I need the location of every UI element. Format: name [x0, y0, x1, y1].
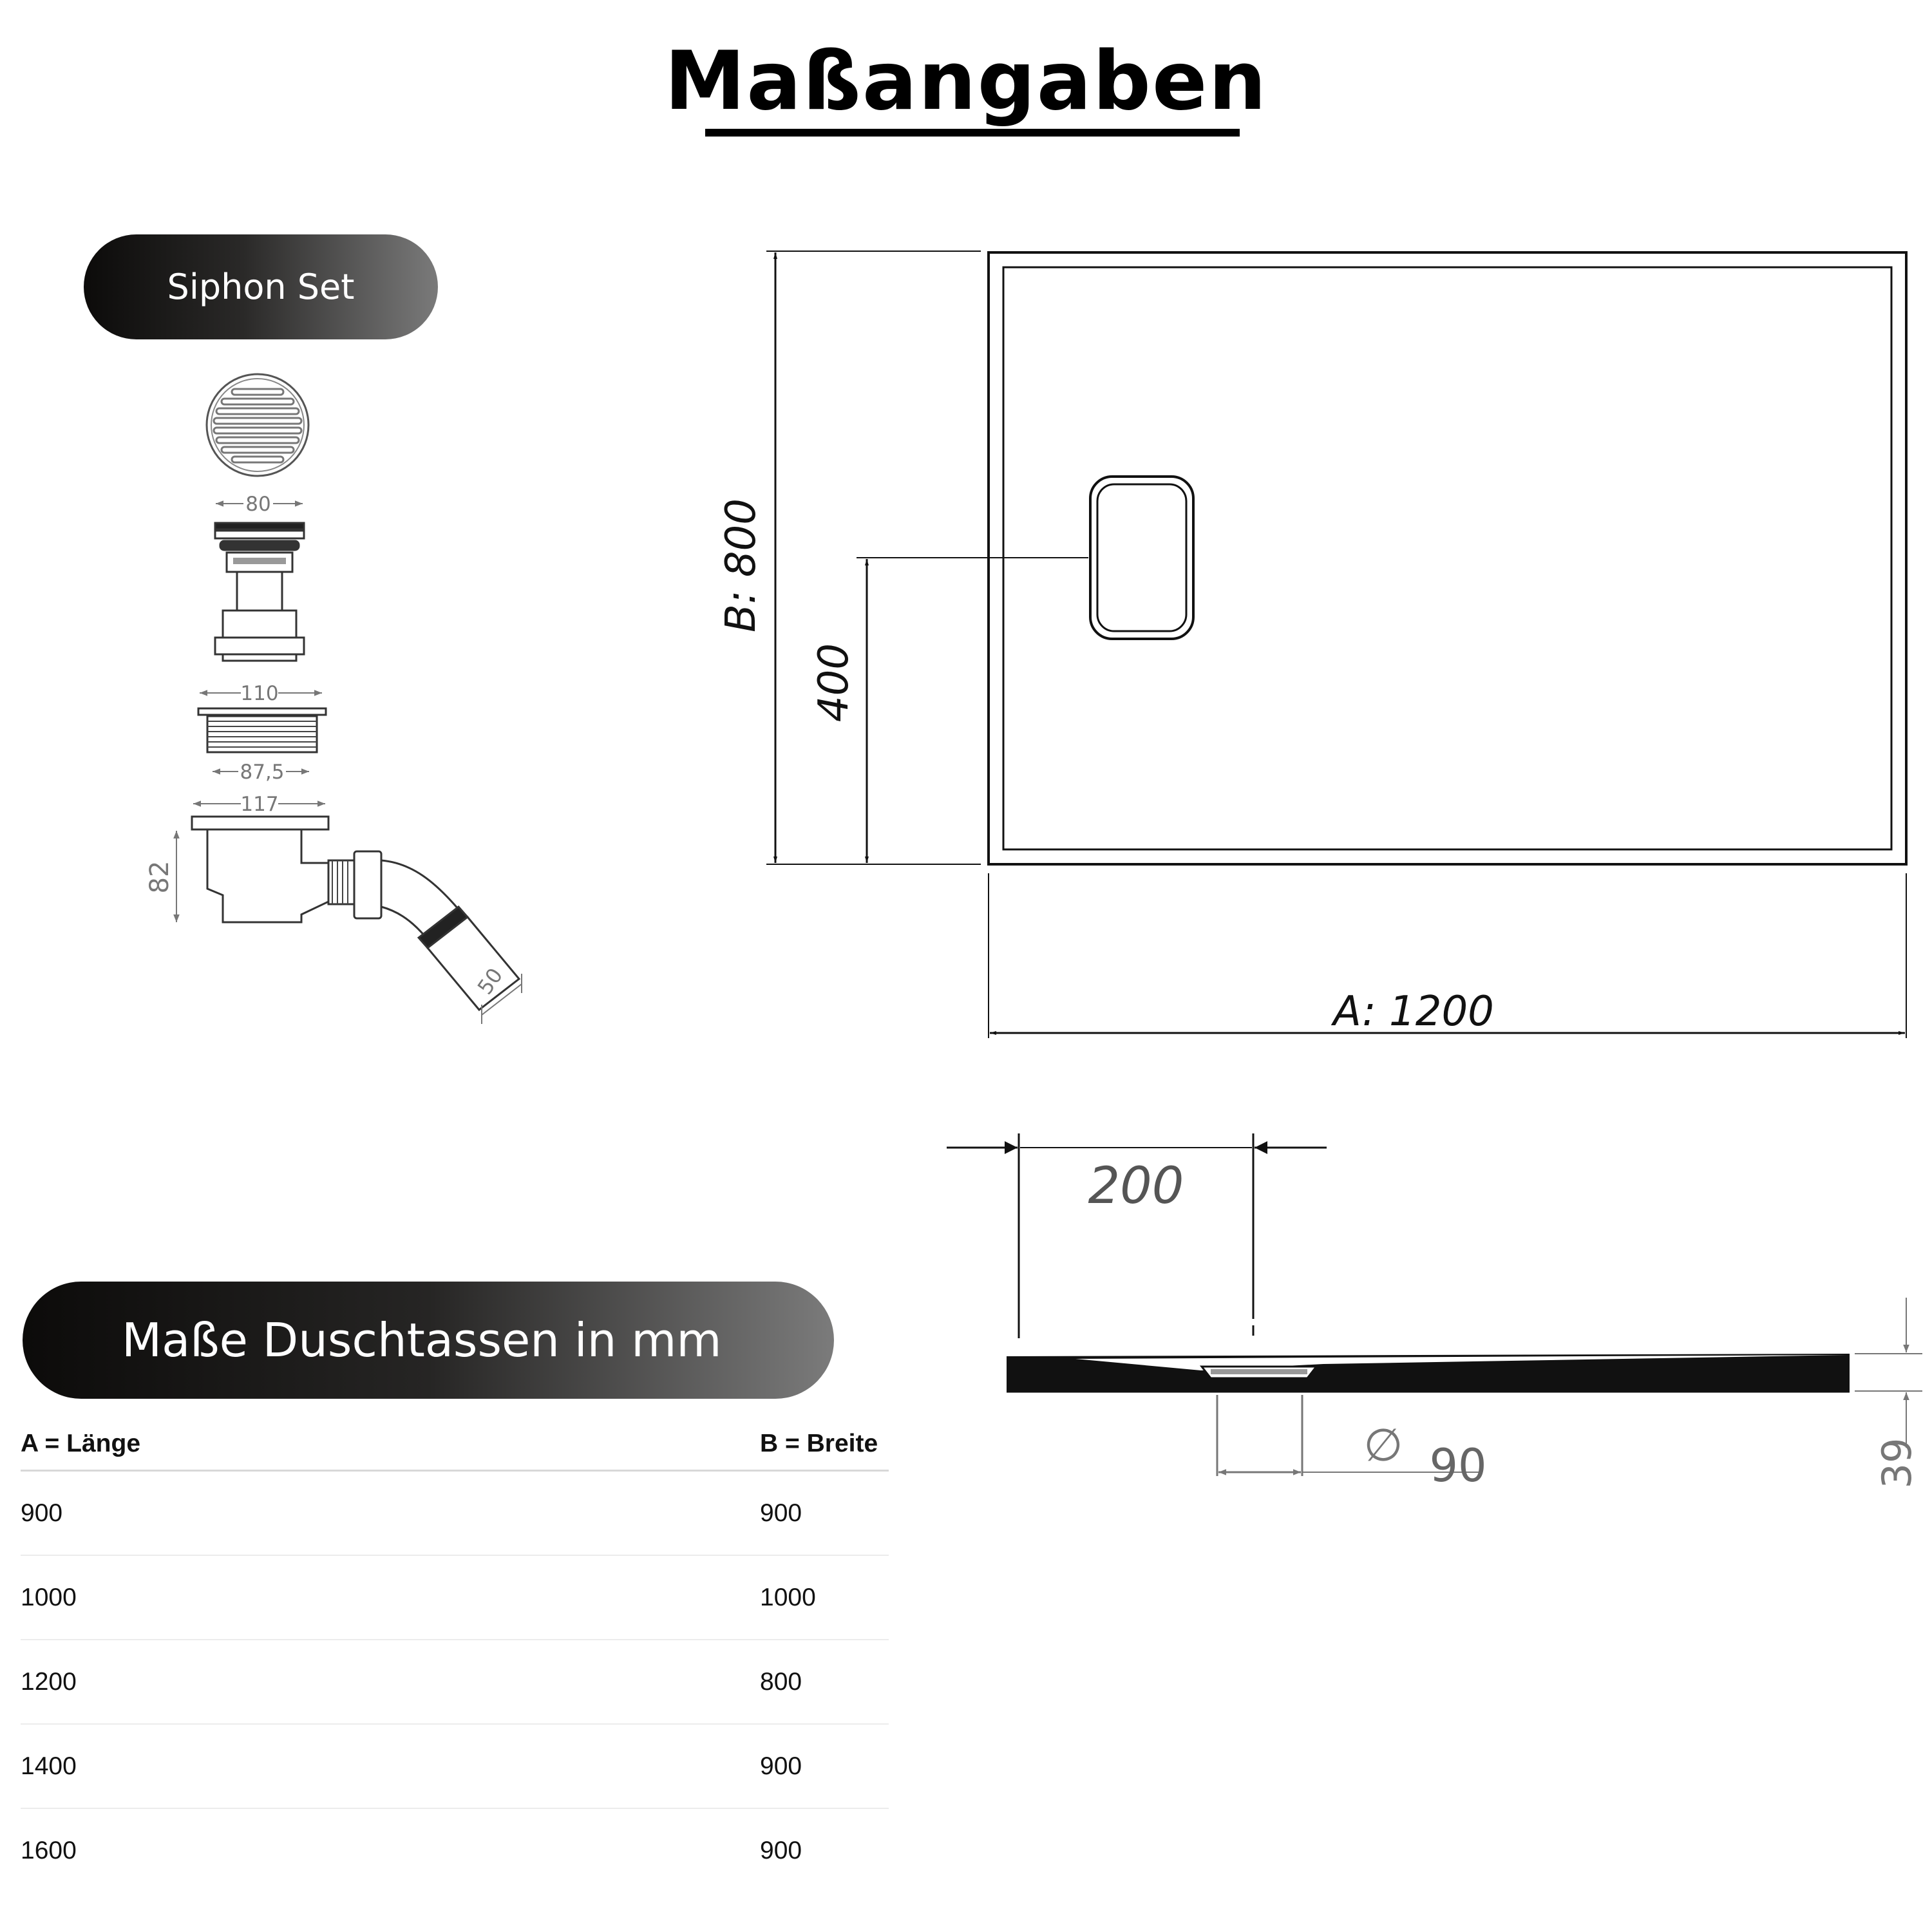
- dim-depth-label: B: 800: [717, 498, 765, 632]
- siphon-body: [192, 817, 519, 1010]
- dim-outlet: 50: [472, 963, 508, 999]
- siphon-set-label: Siphon Set: [167, 267, 355, 307]
- dim-drain-offset: 400: [810, 643, 858, 723]
- siphon-drawing: [145, 374, 522, 1024]
- table-heading-label: Maße Duschtassen in mm: [122, 1313, 722, 1367]
- dim-thickness: 39: [1873, 1437, 1921, 1489]
- cell-width: 900: [760, 1836, 802, 1864]
- cell-width: 800: [760, 1640, 889, 1724]
- dim-drain-diameter: 90: [1429, 1439, 1487, 1492]
- cell-length: 1600: [21, 1836, 77, 1864]
- cell-length: 1000: [21, 1555, 760, 1640]
- cell-width: 1000: [760, 1555, 889, 1640]
- diameter-symbol: ∅: [1363, 1419, 1403, 1472]
- dim-width-label: A: 1200: [1333, 988, 1494, 1036]
- drain-cartridge: [215, 523, 304, 661]
- dim-flange-width: 110: [240, 682, 279, 705]
- header-width: B = Breite: [760, 1418, 889, 1471]
- dim-grate-width: 80: [245, 493, 271, 516]
- cell-length: 1400: [21, 1724, 760, 1808]
- cell-width: 900: [760, 1471, 889, 1556]
- dim-drain-distance: 200: [1088, 1157, 1184, 1215]
- cell-width: 900: [760, 1724, 889, 1808]
- thread-ring: [198, 708, 326, 752]
- header-length: A = Länge: [21, 1418, 760, 1471]
- dim-body-width: 117: [240, 793, 279, 816]
- tray-top-view: [717, 251, 1906, 1038]
- page-title: Maßangaben: [664, 33, 1268, 128]
- cell-length: 900: [21, 1471, 760, 1556]
- tray-side-view: [947, 1133, 1922, 1492]
- grate-icon: [207, 374, 308, 476]
- dim-thread-width: 87,5: [240, 761, 285, 784]
- dim-height: 82: [145, 860, 175, 894]
- cell-length: 1200: [21, 1640, 760, 1724]
- tray-profile: [1007, 1354, 1850, 1392]
